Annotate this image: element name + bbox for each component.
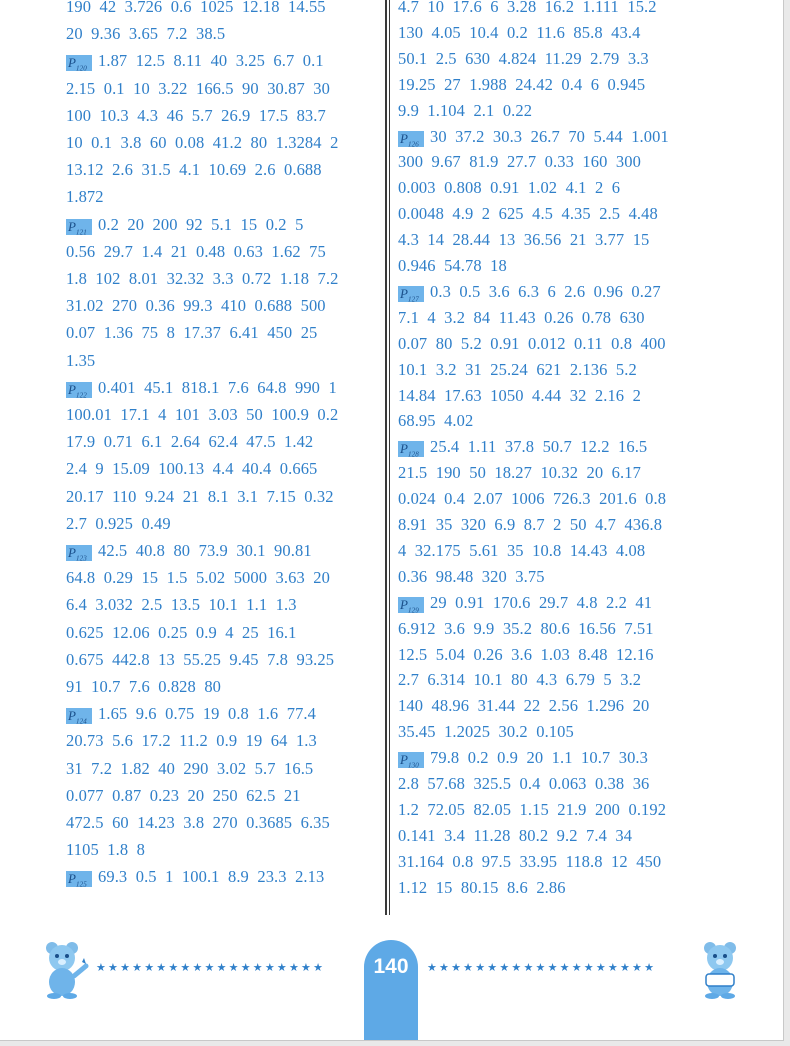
- problem-page-number: 121: [76, 228, 87, 237]
- answer-line: [398, 567, 545, 587]
- answer-values: 20 9.36 3.65 7.2 38.5: [66, 24, 226, 44]
- answer-line: [66, 215, 303, 235]
- answer-values: 0.141 3.4 11.28 80.2 9.2 7.4 34: [398, 825, 633, 845]
- answer-values: 130 4.05 10.4 0.2 11.6 85.8 43.4: [398, 22, 641, 42]
- answer-values: 19.25 27 1.988 24.42 0.4 6 0.945: [398, 74, 646, 94]
- answer-values: 2.8 57.68 325.5 0.4 0.063 0.38 36: [398, 774, 650, 793]
- answer-line: [66, 106, 326, 126]
- answer-line: [66, 650, 334, 670]
- answer-line: [398, 645, 654, 665]
- answer-values: 79.8 0.2 0.9 20 1.1 10.7 30.3: [430, 748, 648, 768]
- answer-line: [66, 79, 330, 99]
- answer-line: [66, 378, 337, 398]
- answer-values: 13.12 2.6 31.5 4.1 10.69 2.6 0.688: [66, 160, 322, 180]
- answer-line: [66, 0, 326, 17]
- answer-line: [66, 731, 317, 751]
- answer-line: [66, 24, 225, 44]
- answer-line: [398, 541, 645, 561]
- answer-line: [398, 101, 532, 121]
- answer-values: 42.5 40.8 80 73.9 30.1 90.81: [98, 541, 312, 560]
- answer-values: 2.4 9 15.09 100.13 4.4 40.4 0.665: [66, 459, 318, 479]
- answer-values: 6.4 3.032 2.5 13.5 10.1 1.1 1.3: [66, 595, 297, 615]
- problem-page-number: 126: [408, 140, 419, 149]
- answer-line: [398, 23, 640, 43]
- answer-line: [66, 51, 324, 71]
- answer-line: [66, 786, 301, 806]
- answer-line: [66, 487, 334, 507]
- answer-values: 6.912 3.6 9.9 35.2 80.6 16.56 7.51: [398, 618, 654, 638]
- answer-values: 4 32.175 5.61 35 10.8 14.43 4.08: [398, 540, 646, 560]
- footer-star-divider: ★★★★★★★★★★★★★★★★★★★: [427, 962, 657, 974]
- answer-values: 1.2 72.05 82.05 1.15 21.9 200 0.192: [398, 799, 667, 819]
- answer-values: 0.2 20 200 92 5.1 15 0.2 5: [98, 214, 304, 234]
- answer-values: 14.84 17.63 1050 4.44 32 2.16 2: [398, 385, 641, 405]
- answer-line: [398, 619, 654, 639]
- problem-page-badge: $P_{124}$: [66, 708, 92, 724]
- answer-values: 2.7 0.925 0.49: [66, 513, 171, 533]
- answer-values: 2.15 0.1 10 3.22 166.5 90 30.87 30: [66, 78, 330, 98]
- answer-line: [398, 360, 637, 380]
- answer-line: [66, 813, 330, 833]
- answer-line: [398, 515, 662, 535]
- answer-line: [398, 49, 649, 69]
- answer-values: 140 48.96 31.44 22 2.56 1.296 20: [398, 696, 650, 716]
- bear-mascot-icon: [694, 938, 746, 1005]
- problem-page-badge: $P_{121}$: [66, 219, 92, 235]
- answer-line: [66, 759, 313, 779]
- answer-values: 12.5 5.04 0.26 3.6 1.03 8.48 12.16: [398, 644, 654, 664]
- answer-values: 0.077 0.87 0.23 20 250 62.5 21: [66, 785, 301, 805]
- answer-values: 4.7 10 17.6 6 3.28 16.2 1.111 15.2: [398, 0, 657, 16]
- problem-page-badge: $P_{123}$: [66, 545, 92, 561]
- answer-values: 1.65 9.6 0.75 19 0.8 1.6 77.4: [98, 704, 316, 724]
- answer-values: 68.95 4.02: [398, 411, 474, 431]
- answer-values: 0.625 12.06 0.25 0.9 4 25 16.1: [66, 622, 297, 642]
- answer-line: [398, 852, 661, 872]
- answer-values: 31.164 0.8 97.5 33.95 118.8 12 450: [398, 851, 662, 871]
- answer-values: 50.1 2.5 630 4.824 11.29 2.79 3.3: [398, 48, 649, 68]
- answer-values: 0.36 98.48 320 3.75: [398, 566, 545, 586]
- answer-values: 0.3 0.5 3.6 6.3 6 2.6 0.96 0.27: [430, 281, 661, 301]
- answer-values: 0.07 1.36 75 8 17.37 6.41 450 25: [66, 323, 318, 343]
- answer-values: 91 10.7 7.6 0.828 80: [66, 677, 222, 696]
- bear-mascot-icon: [38, 938, 90, 1005]
- answer-values: 0.0048 4.9 2 625 4.5 4.35 2.5 4.48: [398, 204, 658, 224]
- answer-values: 0.56 29.7 1.4 21 0.48 0.63 1.62 75: [66, 241, 326, 261]
- answer-values: 1105 1.8 8: [66, 840, 145, 860]
- answer-line: [398, 437, 647, 457]
- problem-page-number: 125: [76, 880, 87, 889]
- answer-line: [398, 178, 620, 198]
- answer-values: 0.003 0.808 0.91 1.02 4.1 2 6: [398, 178, 621, 198]
- answer-values: 100 10.3 4.3 46 5.7 26.9 17.5 83.7: [66, 105, 326, 125]
- answer-line: [66, 840, 145, 860]
- answer-values: 300 9.67 81.9 27.7 0.33 160 300: [398, 152, 641, 172]
- answer-line: [398, 282, 661, 302]
- answer-values: 4.3 14 28.44 13 36.56 21 3.77 15: [398, 230, 650, 250]
- answer-line: [398, 334, 666, 354]
- answer-line: [398, 463, 641, 483]
- answer-line: [398, 75, 645, 95]
- answer-values: 29 0.91 170.6 29.7 4.8 2.2 41: [430, 592, 653, 612]
- answer-line: [66, 514, 171, 534]
- answer-line: [66, 623, 296, 643]
- answer-values: 0.946 54.78 18: [398, 256, 507, 275]
- answer-line: [398, 722, 574, 742]
- answer-line: [398, 152, 641, 172]
- problem-page-number: 122: [76, 391, 87, 400]
- answer-line: [66, 242, 326, 262]
- answer-line: [66, 677, 221, 697]
- answer-line: [398, 411, 473, 431]
- answer-values: 0.401 45.1 818.1 7.6 64.8 990 1: [98, 377, 337, 397]
- answer-values: 17.9 0.71 6.1 2.64 62.4 47.5 1.42: [66, 432, 314, 452]
- answer-values: 190 42 3.726 0.6 1025 12.18 14.55: [66, 0, 326, 16]
- answer-line: [398, 826, 632, 846]
- answer-line: [66, 296, 326, 316]
- answer-line: [66, 704, 316, 724]
- answer-values: 69.3 0.5 1 100.1 8.9 23.3 2.13: [98, 867, 325, 887]
- answer-line: [398, 489, 666, 509]
- problem-page-badge: $P_{125}$: [66, 871, 92, 887]
- answer-values: 31.02 270 0.36 99.3 410 0.688 500: [66, 296, 326, 316]
- answer-line: [398, 670, 641, 690]
- answer-line: [66, 351, 95, 371]
- problem-page-number: 128: [408, 450, 419, 459]
- answer-values: 31 7.2 1.82 40 290 3.02 5.7 16.5: [66, 758, 314, 778]
- answer-values: 10.1 3.2 31 25.24 621 2.136 5.2: [398, 359, 637, 379]
- answer-line: [66, 323, 317, 343]
- answer-line: [398, 800, 666, 820]
- answer-values: 0.07 80 5.2 0.91 0.012 0.11 0.8 400: [398, 333, 666, 353]
- answer-line: [398, 593, 652, 613]
- answer-line: [398, 774, 649, 794]
- answer-line: [66, 541, 312, 561]
- answer-line: [398, 204, 658, 224]
- answer-values: 1.12 15 80.15 8.6 2.86: [398, 877, 566, 897]
- answer-line: [398, 386, 641, 406]
- answer-values: 9.9 1.104 2.1 0.22: [398, 100, 533, 120]
- answer-values: 1.8 102 8.01 32.32 3.3 0.72 1.18 7.2: [66, 269, 339, 288]
- problem-page-number: 124: [76, 717, 87, 726]
- problem-page-badge: $P_{129}$: [398, 597, 424, 613]
- problem-page-number: 129: [408, 606, 419, 615]
- problem-page-badge: $P_{130}$: [398, 752, 424, 768]
- answer-values: 25.4 1.11 37.8 50.7 12.2 16.5: [430, 437, 648, 457]
- problem-page-number: 120: [76, 64, 87, 73]
- answer-line: [398, 308, 645, 328]
- problem-page-badge: $P_{128}$: [398, 441, 424, 457]
- answer-values: 21.5 190 50 18.27 10.32 20 6.17: [398, 463, 641, 483]
- footer-star-divider: ★★★★★★★★★★★★★★★★★★★: [96, 962, 326, 974]
- problem-page-badge: $P_{120}$: [66, 55, 92, 71]
- answer-line: [398, 256, 507, 276]
- answer-values: 0.675 442.8 13 55.25 9.45 7.8 93.25: [66, 649, 335, 669]
- answer-values: 8.91 35 320 6.9 8.7 2 50 4.7 436.8: [398, 515, 663, 534]
- answer-line: [66, 595, 297, 615]
- answer-values: 35.45 1.2025 30.2 0.105: [398, 722, 574, 742]
- answer-values: 20.73 5.6 17.2 11.2 0.9 19 64 1.3: [66, 731, 317, 751]
- answer-values: 100.01 17.1 4 101 3.03 50 100.9 0.2: [66, 405, 339, 424]
- answer-line: [66, 568, 330, 588]
- answer-values: 472.5 60 14.23 3.8 270 0.3685 6.35: [66, 813, 330, 832]
- answer-line: [398, 878, 566, 898]
- answer-line: [398, 748, 648, 768]
- answer-line: [398, 696, 649, 716]
- answer-line: [398, 127, 669, 147]
- problem-page-number: 130: [408, 761, 419, 770]
- column-divider: [385, 0, 387, 915]
- answer-values: 64.8 0.29 15 1.5 5.02 5000 3.63 20: [66, 568, 330, 588]
- answer-values: 1.87 12.5 8.11 40 3.25 6.7 0.1: [98, 51, 324, 71]
- answer-line: [66, 160, 322, 180]
- answer-line: [398, 0, 657, 17]
- answer-values: 20.17 110 9.24 21 8.1 3.1 7.15 0.32: [66, 486, 334, 506]
- answer-values: 0.024 0.4 2.07 1006 726.3 201.6 0.8: [398, 489, 667, 509]
- answer-values: 7.1 4 3.2 84 11.43 0.26 0.78 630: [398, 307, 645, 327]
- answer-line: [66, 269, 338, 289]
- answer-line: [66, 432, 313, 452]
- answer-values: 10 0.1 3.8 60 0.08 41.2 80 1.3284 2: [66, 133, 339, 152]
- answer-line: [66, 405, 338, 425]
- answer-values: 1.35: [66, 350, 96, 370]
- page-number: 140: [373, 955, 409, 978]
- answer-values: 1.872: [66, 187, 104, 207]
- problem-page-badge: $P_{127}$: [398, 286, 424, 302]
- answer-values: 30 37.2 30.3 26.7 70 5.44 1.001: [430, 126, 669, 146]
- answer-values: 2.7 6.314 10.1 80 4.3 6.79 5 3.2: [398, 670, 642, 690]
- answer-line: [66, 867, 324, 887]
- problem-page-badge: $P_{122}$: [66, 382, 92, 398]
- answer-line: [398, 230, 649, 250]
- problem-page-badge: $P_{126}$: [398, 131, 424, 147]
- problem-page-number: 123: [76, 554, 87, 563]
- answer-line: [66, 187, 104, 207]
- problem-page-number: 127: [408, 295, 419, 304]
- column-divider: [389, 0, 390, 915]
- answer-line: [66, 459, 317, 479]
- answer-line: [66, 133, 338, 153]
